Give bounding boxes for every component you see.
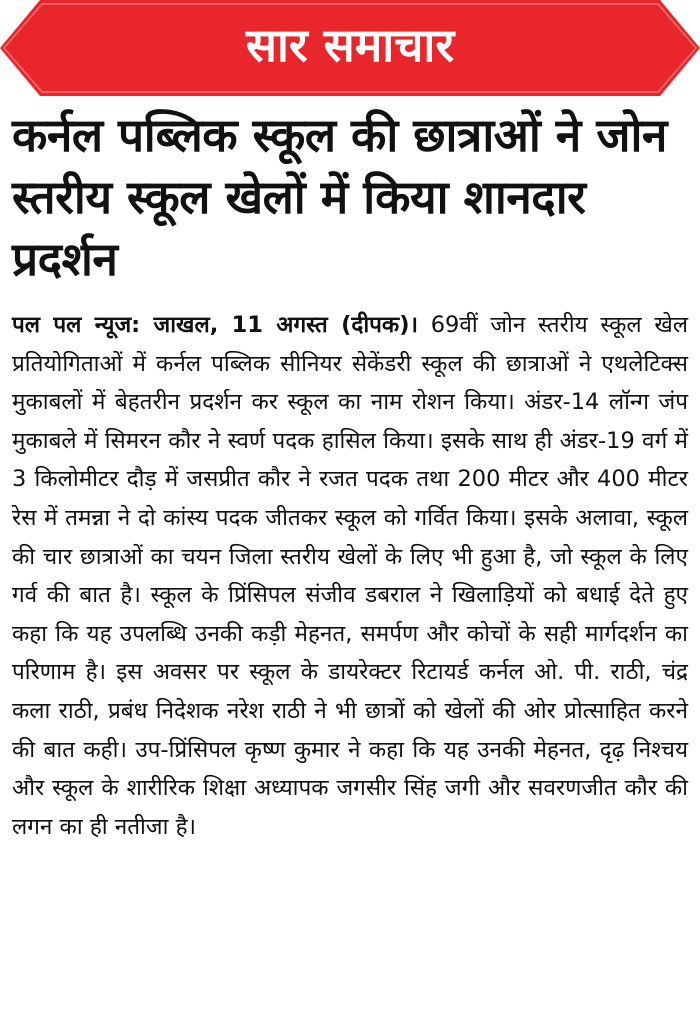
- article-headline: कर्नल पब्लिक स्कूल की छात्राओं ने जोन स्तरीय स्कूल खेलों में किया शानदार प्रदर्शन: [12, 108, 667, 286]
- article-body: [12, 306, 688, 846]
- article-dateline: पल पल न्यूज: जाखल, 11 अगस्त (दीपक)।: [12, 312, 419, 338]
- section-banner: [0, 0, 700, 96]
- article-body-text: 69वीं जोन स्तरीय स्कूल खेल प्रतियोगिताओं में कर्नल पब्लिक सीनियर सेकेंडरी स्कूल की छात्राओं ने एथलेटिक्स मुकाबलों में बेहतरीन प्रदर्शन कर स्कूल का नाम रोशन किया। अंडर-14 लॉन्ग जंप मुकाबले में सिमरन कौर ने स्वर्ण पदक हासिल किया। इसके साथ ही अंडर-19 वर्ग में 3 किलोमीटर दौड़ में जसप्रीत कौर ने रजत पदक तथा 200 मीटर और 400 मीटर रेस में तमन्ना ने दो कांस्य पदक जीतकर स्कूल को गर्वित किया। इसके अलावा, स्कूल की चार छात्राओं का चयन जिला स्तरीय खेलों के लिए भी हुआ है, जो स्कूल के लिए गर्व की बात है। स्कूल के प्रिंसिपल संजीव डबराल ने खिलाड़ियों को बधाई देते हुए कहा कि यह उपलब्धि उनकी कड़ी मेहनत, समर्पण और कोचों के सही मार्गदर्शन का परिणाम है। इस अवसर पर स्कूल के डायरेक्टर रिटायर्ड कर्नल ओ. पी. राठी, चंद्र कला राठी, प्रबंध निदेशक नरेश राठी ने भी छात्रों को खेलों की ओर प्रोत्साहित करने की बात कही। उप-प्रिंसिपल कृष्ण कुमार ने कहा कि यह उनकी मेहनत, दृढ़ निश्चय और स्कूल के शारीरिक शिक्षा अध्यापक जगसीर सिंह जगी और सवरणजीत कौर की लगन का ही नतीजा है।: [12, 312, 689, 840]
- banner-title: सार समाचार: [245, 18, 455, 72]
